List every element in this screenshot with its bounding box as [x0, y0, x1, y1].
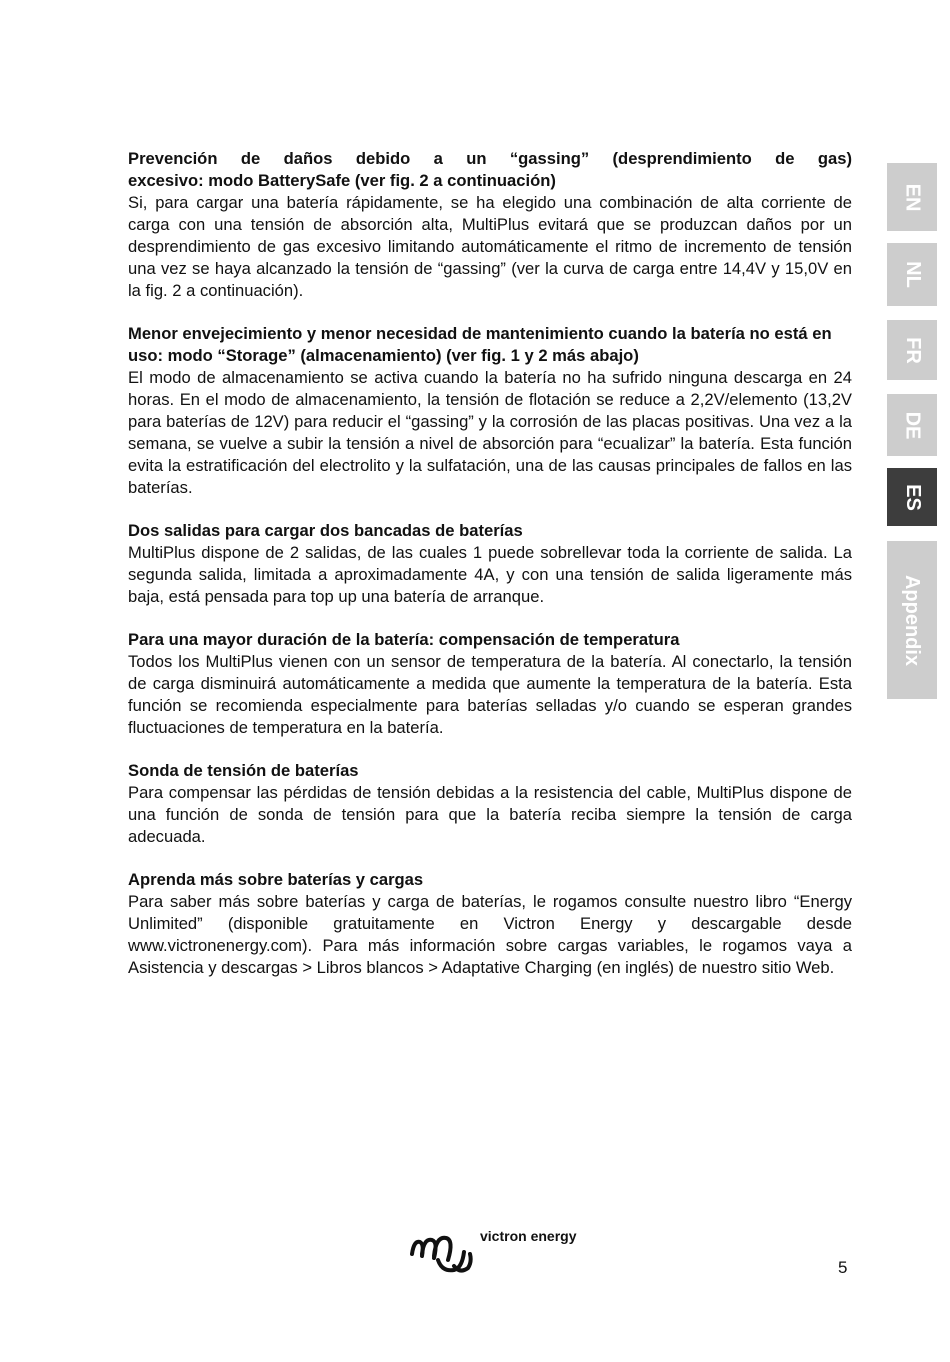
section-body: El modo de almacenamiento se activa cuando la batería no ha sufrido ninguna descarga en 24 horas. En el modo de almacenamiento, la tensión de flotación se reduce a 2,2V/elemento (13,2V para baterías de 12V) para reducir el “gassing” y la corrosión de las placas positivas. Una vez a la semana, se vuelve a subir la tensión a nivel de absorción para “ecualizar” la batería. Esta función evita la estratificación del electrolito y la sulfatación, una de las causas principales de fallos en las baterías. [128, 368, 852, 497]
tab-en-label: EN [901, 183, 924, 211]
section-heading: Sonda de tensión de baterías [128, 761, 359, 780]
section-two-outputs [128, 520, 852, 608]
tab-appendix-label: Appendix [901, 574, 924, 666]
section-heading [128, 148, 852, 192]
section-heading-line1: Prevención de daños debido a un “gassing” (desprendimiento de gas) [128, 149, 852, 168]
tab-nl[interactable] [887, 243, 937, 306]
tab-es[interactable] [887, 468, 937, 526]
tab-de[interactable] [887, 394, 937, 456]
brand-name: victron energy [480, 1228, 577, 1244]
section-heading: Menor envejecimiento y menor necesidad de mantenimiento cuando la batería no está en uso: modo “Storage” (almacenamiento) (ver fig. 1 y 2 más abajo) [128, 324, 832, 365]
tab-de-label: DE [901, 411, 924, 439]
section-body: Todos los MultiPlus vienen con un sensor de temperatura de la batería. Al conectarlo, la tensión de carga disminuirá automáticamente a medida que aumente la temperatura de la batería. Esta función se recomienda especialmente para baterías selladas y/o cuando se esperan grandes fluctuaciones de temperatura en la batería. [128, 652, 852, 737]
page-number: 5 [838, 1258, 848, 1277]
section-batterysafe [128, 148, 852, 302]
tab-fr-label: FR [901, 336, 924, 364]
document-body [128, 148, 852, 1000]
section-body: Para compensar las pérdidas de tensión debidas a la resistencia del cable, MultiPlus dispone de una función de sonda de tensión para que la batería reciba siempre la tensión de carga adecuada. [128, 783, 852, 846]
section-voltage-sense [128, 760, 852, 848]
section-body: Para saber más sobre baterías y carga de baterías, le rogamos consulte nuestro libro “Energy Unlimited” (disponible gratuitamente en Victron Energy y descargable desde www.victronenergy.com). Para más información sobre cargas variables, le rogamos vaya a Asistencia y descargas > Libros blancos > Adaptative Charging (en inglés) de nuestro sitio Web. [128, 892, 852, 977]
section-storage [128, 323, 852, 499]
tab-appendix[interactable] [887, 541, 937, 699]
section-heading: Para una mayor duración de la batería: compensación de temperatura [128, 630, 680, 649]
section-learn-more [128, 869, 852, 979]
tab-es-label: ES [901, 483, 924, 511]
tab-fr[interactable] [887, 320, 937, 380]
section-temperature-compensation [128, 629, 852, 739]
tab-nl-label: NL [901, 261, 924, 288]
section-heading-line2: excesivo: modo BatterySafe (ver fig. 2 a continuación) [128, 171, 556, 190]
section-body: MultiPlus dispone de 2 salidas, de las cuales 1 puede sobrellevar toda la corriente de salida. La segunda salida, limitada a aproximadamente 4A, y con una tensión de salida ligeramente más baja, está pensada para top up una batería de arranque. [128, 543, 852, 606]
tab-en[interactable] [887, 163, 937, 231]
section-body: Si, para cargar una batería rápidamente, se ha elegido una combinación de alta corriente de carga con una tensión de absorción alta, MultiPlus evitará que se produzcan daños por un desprendimiento de gas excesivo limitando automáticamente el ritmo de incremento de tensión una vez se haya alcanzado la tensión de “gassing” (ver la curva de carga entre 14,4V y 15,0V en la fig. 2 a continuación). [128, 193, 852, 300]
section-heading: Dos salidas para cargar dos bancadas de baterías [128, 521, 523, 540]
section-heading: Aprenda más sobre baterías y cargas [128, 870, 424, 889]
